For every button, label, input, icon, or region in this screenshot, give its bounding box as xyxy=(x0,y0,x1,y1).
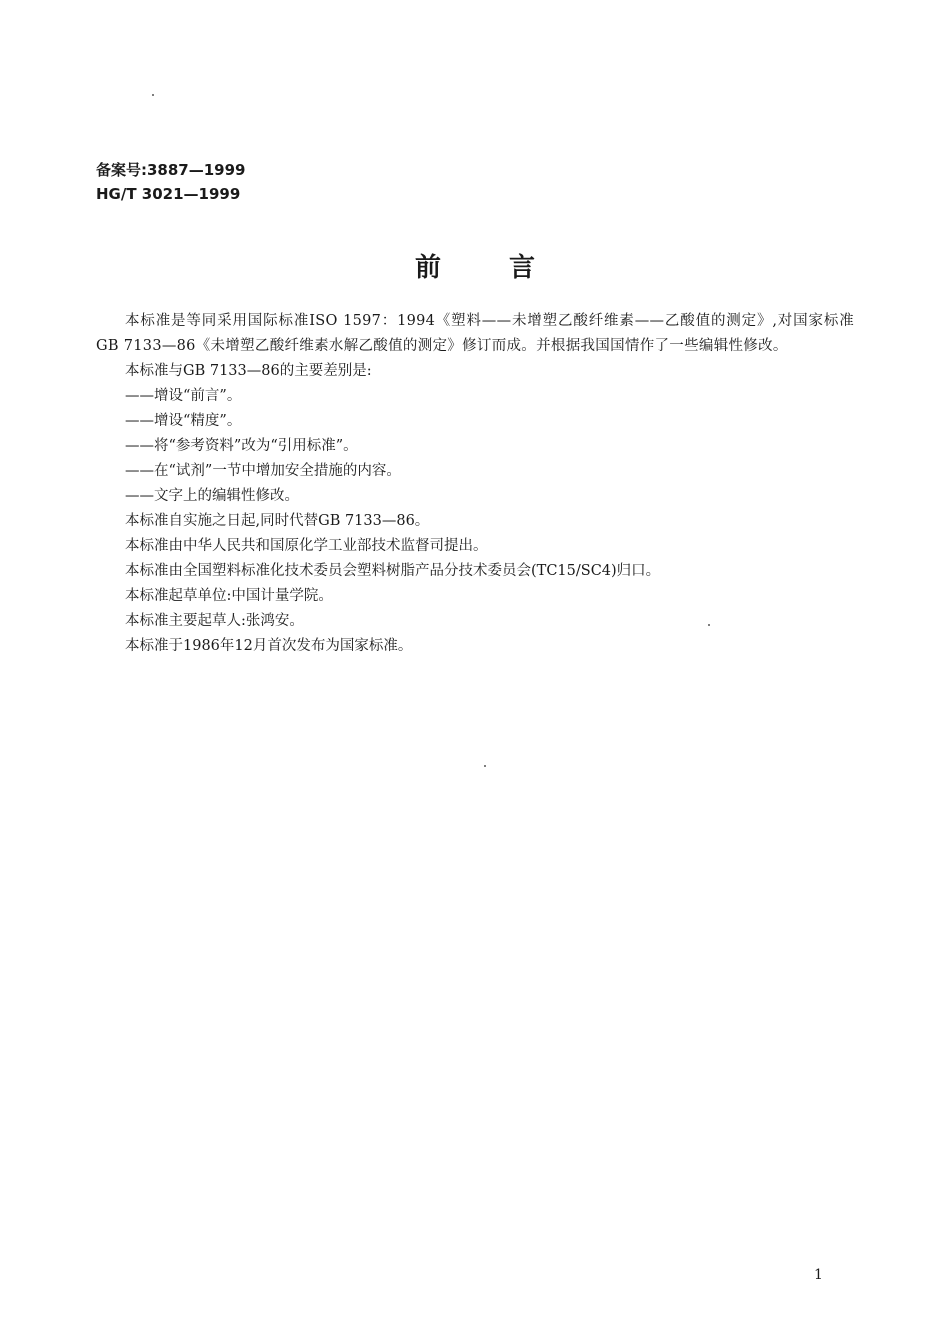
paragraph-replaces: 本标准自实施之日起,同时代替GB 7133—86。 xyxy=(125,513,430,529)
list-item: ——增设“精度”。 xyxy=(125,413,242,429)
paragraph-drafters: 本标准主要起草人:张鸿安。 xyxy=(125,613,304,629)
scan-speck xyxy=(484,765,486,767)
paragraph-intro: 本标准是等同采用国际标准ISO 1597：1994《塑料——未增塑乙酸纤维素——乙酸值的测定》,对国家标准GB 7133—86《未增塑乙酸纤维素水解乙酸值的测定》修订而成。并根据我国国情作了一些编辑性修改。 xyxy=(96,313,854,354)
list-item: ——在“试剂”一节中增加安全措施的内容。 xyxy=(125,463,401,479)
list-item: ——将“参考资料”改为“引用标准”。 xyxy=(125,438,358,454)
list-item: ——文字上的编辑性修改。 xyxy=(125,488,299,504)
record-number: 备案号:3887—1999 xyxy=(96,161,246,179)
paragraph-centralized-by: 本标准由全国塑料标准化技术委员会塑料树脂产品分技术委员会(TC15/SC4)归口。 xyxy=(125,563,661,579)
header-codes xyxy=(96,158,246,206)
list-item: ——增设“前言”。 xyxy=(125,388,242,404)
paragraph-proposed-by: 本标准由中华人民共和国原化学工业部技术监督司提出。 xyxy=(125,538,488,554)
paragraph-differences: 本标准与GB 7133—86的主要差别是: xyxy=(125,363,372,379)
page-title: 前言 xyxy=(414,253,603,283)
foreword-body xyxy=(96,309,854,659)
paragraph-first-issued: 本标准于1986年12月首次发布为国家标准。 xyxy=(125,638,413,654)
scan-speck xyxy=(152,94,154,96)
paragraph-drafting-unit: 本标准起草单位:中国计量学院。 xyxy=(125,588,333,604)
page-number: 1 xyxy=(814,1267,823,1283)
scan-speck xyxy=(708,624,710,626)
standard-number: HG/T 3021—1999 xyxy=(96,185,241,203)
